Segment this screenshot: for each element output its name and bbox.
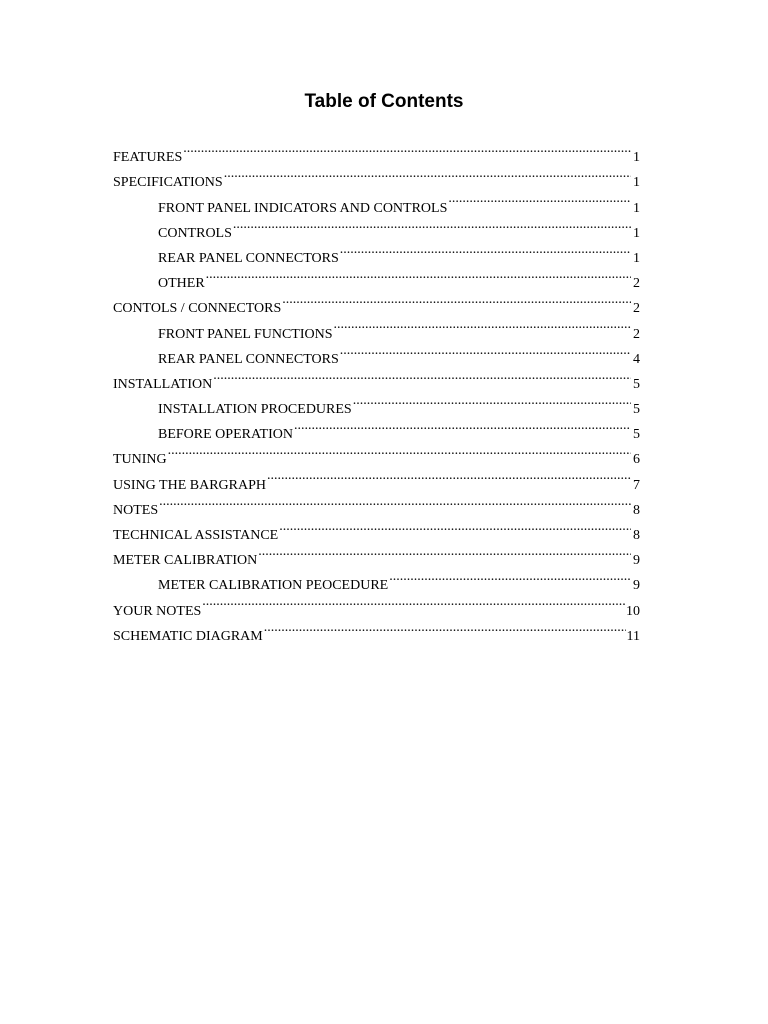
dot-leader (213, 363, 631, 388)
toc-entry-label: OTHER (158, 276, 205, 292)
toc-entry-page-number: 4 (633, 351, 640, 367)
toc-entry[interactable] (113, 463, 640, 493)
toc-entry-page-number: 1 (633, 250, 640, 266)
toc-entry-page-number: 2 (633, 276, 640, 292)
toc-entry-page-number: 5 (633, 376, 640, 392)
toc-entry-page-number: 1 (633, 200, 640, 216)
toc-entry-label: CONTROLS (158, 225, 232, 241)
dot-leader (206, 262, 631, 287)
dot-leader (279, 514, 631, 539)
toc-entry[interactable] (113, 438, 640, 468)
toc-entry-label: USING THE BARGRAPH (113, 477, 266, 493)
toc-list (113, 136, 640, 644)
dot-leader (340, 338, 631, 363)
dot-leader (389, 564, 631, 589)
dot-leader (294, 413, 631, 438)
toc-entry-page-number: 1 (633, 175, 640, 191)
dot-leader (233, 212, 631, 237)
toc-entry-label: BEFORE OPERATION (158, 427, 293, 443)
toc-entry-label: INSTALLATION (113, 376, 213, 392)
toc-entry-page-number: 9 (633, 553, 640, 569)
toc-entry-page-number: 5 (633, 402, 640, 418)
toc-entry-label: REAR PANEL CONNECTORS (158, 351, 339, 367)
dot-leader (340, 237, 631, 262)
toc-entry-page-number: 10 (626, 603, 640, 619)
toc-entry[interactable] (113, 161, 640, 191)
dot-leader (168, 438, 631, 463)
toc-entry-label: METER CALIBRATION (113, 553, 258, 569)
toc-entry-label: CONTOLS / CONNECTORS (113, 301, 282, 317)
toc-entry-page-number: 8 (633, 528, 640, 543)
toc-entry[interactable] (113, 489, 640, 518)
toc-entry-label: REAR PANEL CONNECTORS (158, 250, 339, 266)
toc-entry-page-number: 7 (633, 477, 640, 493)
toc-entry-page-number: 1 (633, 225, 640, 241)
dot-leader (282, 287, 631, 312)
toc-entry-page-number: 5 (633, 427, 640, 443)
toc-entry[interactable] (113, 136, 640, 166)
toc-entry-label: SCHEMATIC DIAGRAM (113, 628, 263, 644)
dot-leader (448, 186, 631, 211)
dot-leader (202, 589, 625, 614)
toc-entry-page-number: 11 (626, 628, 640, 644)
toc-entry-label: FRONT PANEL INDICATORS AND CONTROLS (158, 200, 448, 216)
toc-entry-label: YOUR NOTES (113, 603, 202, 619)
dot-leader (264, 615, 626, 640)
toc-entry-page-number: 8 (633, 502, 640, 518)
dot-leader (224, 161, 631, 186)
toc-entry-label: INSTALLATION PROCEDURES (158, 402, 352, 418)
dot-leader (159, 489, 631, 514)
toc-entry[interactable] (113, 514, 640, 543)
toc-entry-label: NOTES (113, 502, 159, 518)
toc-entry-label: TECHNICAL ASSISTANCE (113, 528, 279, 543)
toc-entry-page-number: 9 (633, 578, 640, 594)
dot-leader (183, 136, 631, 161)
toc-title: Table of Contents (304, 91, 464, 112)
toc-entry-page-number: 6 (633, 452, 640, 468)
toc-entry-page-number: 2 (633, 301, 640, 317)
toc-entry-page-number: 2 (633, 326, 640, 342)
dot-leader (334, 312, 631, 337)
dot-leader (258, 539, 631, 564)
dot-leader (353, 388, 631, 413)
toc-entry-label: METER CALIBRATION PEOCEDURE (158, 578, 389, 594)
toc-entry-label: TUNING (113, 452, 167, 468)
toc-entry-page-number: 1 (633, 150, 640, 166)
dot-leader (267, 463, 631, 488)
toc-entry-label: FEATURES (113, 150, 183, 166)
toc-entry-label: SPECIFICATIONS (113, 175, 223, 191)
toc-entry-label: FRONT PANEL FUNCTIONS (158, 326, 333, 342)
